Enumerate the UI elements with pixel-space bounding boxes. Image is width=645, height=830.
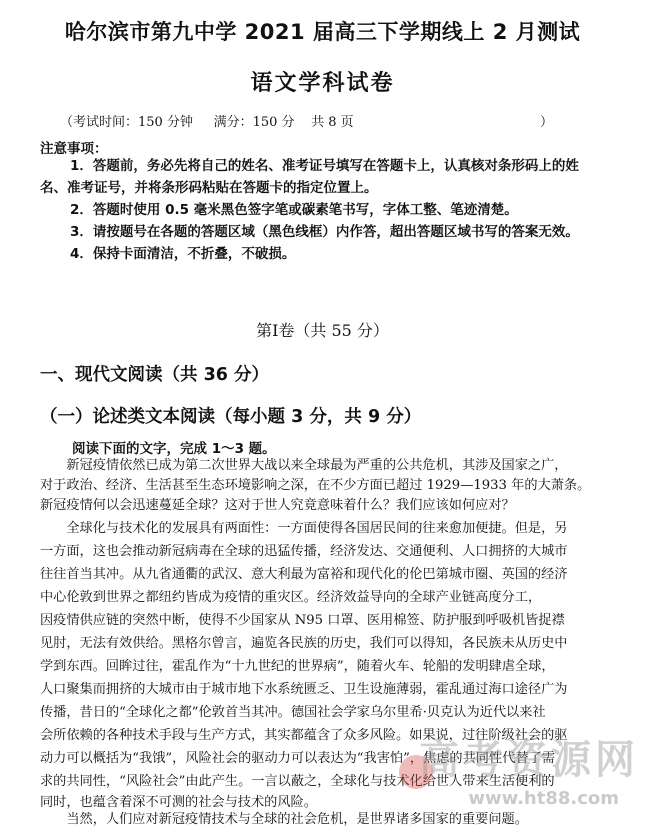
reading-instruction: 阅读下面的文字，完成 1～3 题。 — [72, 441, 276, 457]
note-item: 2．答题时使用 0.5 毫米黑色签字笔或碳素笔书写，字体工整、笔迹清楚。 — [70, 202, 518, 218]
note-item: 3．请按题号在各题的答题区域（黑色线框）内作答，超出答题区域书写的答案无效。 — [70, 224, 579, 240]
passage-line: 往往首当其冲。从九省通衢的武汉、意大利最为富裕和现代化的伦巴第城市圈、英国的经济 — [40, 567, 568, 582]
passage-line: 同时，也蕴含着深不可测的社会与技术的风险。 — [40, 795, 317, 810]
note-item: 名、准考证号，并将条形码粘贴在答题卡的指定位置上。 — [40, 180, 378, 196]
passage-line: 新冠疫情依然已成为第二次世界大战以来全球最为严重的公共危机，其涉及国家之广， — [40, 458, 568, 473]
exam-info-close: ） — [540, 115, 554, 130]
passage-line: 中心伦敦到世界之都纽约皆成为疫情的重灾区。经济效益导向的全球产业链高度分工， — [40, 590, 542, 605]
watermark-text: 高考资源网 — [419, 737, 639, 783]
exam-subtitle: 语文学科试卷 — [250, 71, 395, 96]
passage-line: 当然，人们应对新冠疫情技术与全球的社会危机，是世界诸多国家的重要问题。 — [40, 812, 528, 827]
passage-line: 新冠疫情何以会迅速蔓延全球？这对于世人究竟意味着什么？我们应该如何应对？ — [40, 498, 515, 513]
passage-line: 传播，昔日的“全球化之都”伦敦首当其冲。德国社会学家乌尔里希·贝克认为近代以来社 — [40, 705, 546, 720]
passage-line: 全球化与技术化的发展具有两面性：一方面使得各国居民间的往来愈加便捷。但是，另 — [40, 521, 568, 536]
exam-title: 哈尔滨市第九中学 2021 届高三下学期线上 2 月测试 — [64, 20, 581, 44]
passage-line: 学到东西。回眸过往，霍乱作为“十九世纪的世界病”，随着火车、轮船的发明肆虐全球， — [40, 659, 555, 674]
subsection-heading: （一）论述类文本阅读（每小题 3 分，共 9 分） — [40, 407, 422, 427]
passage-line: 人口聚集而拥挤的大城市由于城市地下水系统匮乏、卫生设施薄弱，霍乱通过海口途径广为 — [40, 682, 568, 697]
passage-line: 因疫情供应链的突然中断，使得不少国家从 N95 口罩、医用棉签、防护服到呼吸机皆捉襟 — [40, 613, 565, 628]
passage-line: 会所依赖的各种技术手段与生产方式，其实都蕴含了众多风险。如果说，过往阶级社会的驱 — [40, 728, 568, 743]
passage-line: 求的共同性，“风险社会”由此产生。一言以蔽之，全球化与技术化给世人带来生活便利的 — [40, 774, 555, 789]
passage-line: 一方面，这也会推动新冠病毒在全球的迅猛传播，经济发达、交通便利、人口拥挤的大城市 — [40, 544, 568, 559]
watermark — [379, 737, 639, 813]
exam-info-text: （考试时间：150 分钟 满分：150 分 共 8 页 — [60, 115, 354, 130]
part-title: 第Ⅰ卷（共 55 分） — [256, 321, 389, 340]
note-item: 4．保持卡面清洁，不折叠，不破损。 — [70, 246, 296, 262]
note-item: 1．答题前，务必先将自己的姓名、准考证号填写在答题卡上，认真核对条形码上的姓 — [70, 158, 579, 174]
passage-line: 见肘，无法有效供给。黑格尔曾言，遍览各民族的历史，我们可以得知，各民族未从历史中 — [40, 636, 568, 651]
passage-line: 对于政治、经济、生活甚至生态环境影响之深，在不少方面已超过 1929—1933 年的大萧条。 — [40, 478, 591, 493]
passage-line: 动力可以概括为“我饿”，风险社会的驱动力可以表达为“我害怕”，焦虑的共同性代替了需 — [40, 751, 555, 766]
notes-heading: 注意事项： — [40, 141, 108, 157]
exam-info — [60, 111, 560, 130]
watermark-url: www.ht88.com — [468, 788, 619, 809]
section-heading: 一、现代文阅读（共 36 分） — [40, 365, 270, 385]
